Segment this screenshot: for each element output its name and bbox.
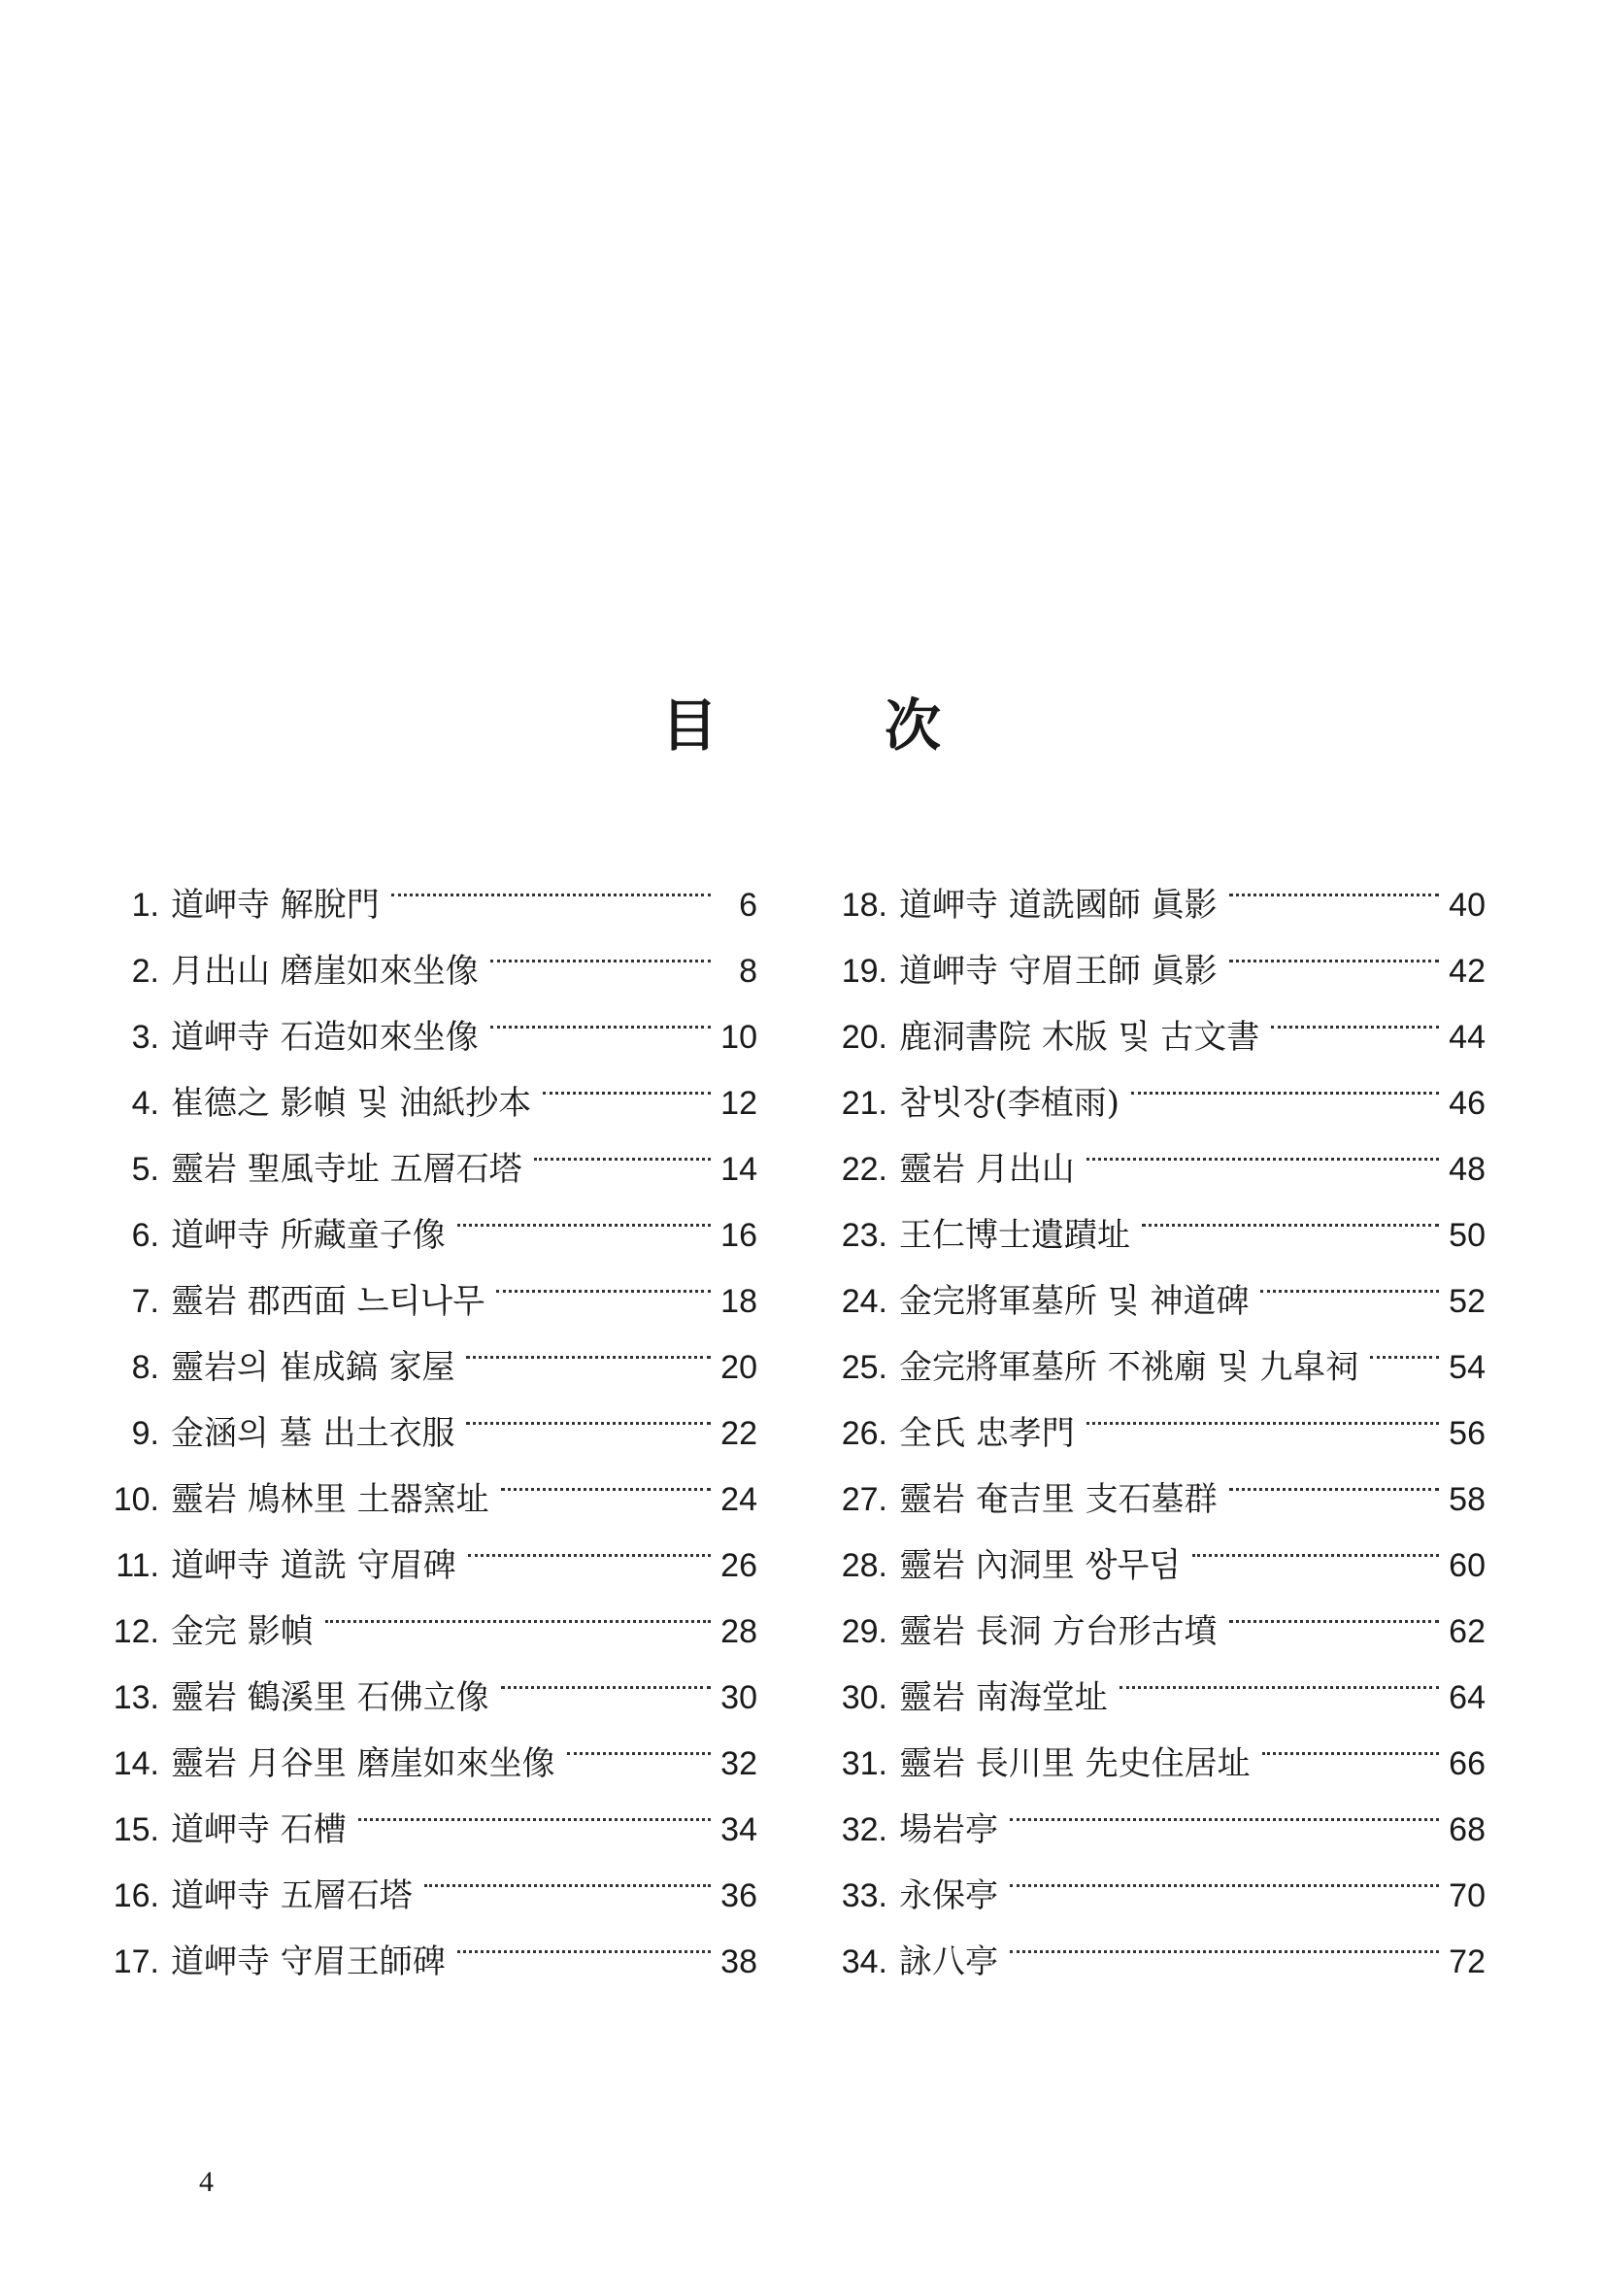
toc-entry-title: 道岬寺 守眉王師 眞影 [899, 952, 1218, 991]
toc-dot-leader [534, 1114, 715, 1180]
toc-entry-title: 詠八亭 [899, 1942, 998, 1981]
toc-entry-title: 靈岩 長川里 先史住居址 [899, 1744, 1251, 1783]
toc-entry-title: 靈岩 南海堂址 [899, 1678, 1108, 1717]
toc-entry-number: 23. [841, 1217, 887, 1254]
toc-dot-leader [1010, 1907, 1443, 1973]
toc-entry-title: 靈岩 聖風寺址 五層石塔 [171, 1150, 522, 1189]
page-number: 4 [199, 2166, 214, 2198]
toc-dot-leader [1142, 1180, 1443, 1246]
toc-dot-leader [1229, 850, 1443, 916]
toc-entry-page: 14 [720, 1151, 757, 1188]
toc-entry-page: 12 [720, 1085, 757, 1122]
toc-dot-leader [490, 916, 715, 982]
toc-entry-title: 永保亭 [899, 1876, 998, 1915]
toc-entry-number: 16. [113, 1877, 159, 1914]
toc-entry-page: 62 [1449, 1613, 1486, 1650]
toc-entry-number: 15. [113, 1811, 159, 1848]
toc-entry-number: 13. [113, 1679, 159, 1716]
toc-entry-page: 72 [1449, 1943, 1486, 1980]
toc-dot-leader [1010, 1774, 1443, 1840]
toc-dot-leader [1260, 1246, 1443, 1312]
toc-entry-number: 24. [841, 1283, 887, 1320]
toc-entry-title: 金完 影幀 [171, 1612, 314, 1651]
toc-entry [825, 850, 1486, 925]
toc-entry-title: 道岬寺 解脫門 [171, 886, 380, 925]
toc-entry-title: 靈岩 鶴溪里 石佛立像 [171, 1678, 489, 1717]
toc-entry-number: 8. [131, 1349, 159, 1386]
toc-entry-number: 3. [131, 1019, 159, 1056]
toc-dot-leader [1271, 982, 1443, 1048]
toc-entry-title: 道岬寺 守眉王師碑 [171, 1942, 446, 1981]
toc-entry-number: 2. [131, 953, 159, 990]
toc-entry-page: 36 [720, 1877, 757, 1914]
toc-entry-page: 38 [720, 1943, 757, 1980]
toc-entry-number: 28. [841, 1547, 887, 1584]
toc-entry-page: 66 [1449, 1745, 1486, 1782]
toc-entry-page: 40 [1449, 887, 1486, 924]
toc-entry-title: 全氏 忠孝門 [899, 1414, 1075, 1453]
toc-dot-leader [1262, 1708, 1443, 1774]
toc-dot-leader [457, 1180, 715, 1246]
toc-entry-title: 道岬寺 五層石塔 [171, 1876, 413, 1915]
toc-entry-number: 31. [841, 1745, 887, 1782]
toc-entry-number: 7. [131, 1283, 159, 1320]
toc-dot-leader [1192, 1510, 1443, 1576]
toc-dot-leader [490, 982, 715, 1048]
toc-entry-number: 33. [841, 1877, 887, 1914]
toc-entry-page: 70 [1449, 1877, 1486, 1914]
toc-entry-page: 34 [720, 1811, 757, 1848]
toc-entry-number: 29. [841, 1613, 887, 1650]
toc-entry-title: 靈岩 月谷里 磨崖如來坐像 [171, 1744, 555, 1783]
toc-dot-leader [1086, 1114, 1443, 1180]
toc-entry-number: 6. [131, 1217, 159, 1254]
toc-dot-leader [1086, 1378, 1443, 1444]
toc-entry-title: 場岩亭 [899, 1810, 998, 1849]
toc-entry-number: 21. [841, 1085, 887, 1122]
toc-entry-number: 1. [131, 887, 159, 924]
toc-entry-title: 王仁博士遺蹟址 [899, 1216, 1130, 1255]
toc-entry-title: 靈岩 奄吉里 支石墓群 [899, 1480, 1218, 1519]
toc-entry-number: 19. [841, 953, 887, 990]
page-title [0, 680, 1604, 761]
toc-entry-title: 靈岩 月出山 [899, 1150, 1075, 1189]
toc-dot-leader [1119, 1642, 1443, 1708]
toc-entry-number: 20. [841, 1019, 887, 1056]
toc-entry-number: 4. [131, 1085, 159, 1122]
toc-dot-leader [1131, 1048, 1443, 1114]
toc-dot-leader [501, 1642, 715, 1708]
toc-dot-leader [1229, 916, 1443, 982]
toc-entry-number: 25. [841, 1349, 887, 1386]
toc-entry-title: 道岬寺 石造如來坐像 [171, 1018, 479, 1057]
toc-entry-title: 靈岩의 崔成鎬 家屋 [171, 1348, 455, 1387]
toc-entry-title: 崔德之 影幀 및 油紙抄本 [171, 1084, 532, 1123]
toc-entry-page: 20 [720, 1349, 757, 1386]
toc-dot-leader [466, 1312, 715, 1378]
toc-entry-title: 道岬寺 石槽 [171, 1810, 347, 1849]
toc-entry-page: 54 [1449, 1349, 1486, 1386]
toc-entry-title: 月出山 磨崖如來坐像 [171, 952, 479, 991]
toc-entry-number: 32. [841, 1811, 887, 1848]
toc-entry-number: 26. [841, 1415, 887, 1452]
toc-entry-page: 42 [1449, 953, 1486, 990]
toc-entry [97, 850, 757, 925]
toc-entry-title: 靈岩 長洞 方台形古墳 [899, 1612, 1218, 1651]
toc-entry-page: 52 [1449, 1283, 1486, 1320]
toc-entry-number: 34. [841, 1943, 887, 1980]
toc-entry-page: 18 [720, 1283, 757, 1320]
toc-entry-number: 11. [116, 1547, 159, 1584]
toc-entry-title: 靈岩 鳩林里 土器窯址 [171, 1480, 489, 1519]
toc-entry-number: 22. [841, 1151, 887, 1188]
toc-entry-title: 道岬寺 道詵 守眉碑 [171, 1546, 456, 1585]
toc-dot-leader [468, 1510, 715, 1576]
toc-dot-leader [501, 1444, 715, 1510]
toc-entry-number: 17. [113, 1943, 159, 1980]
toc-entry-title: 金完將軍墓所 不祧廟 및 九皐祠 [899, 1348, 1359, 1387]
toc-entry-page: 68 [1449, 1811, 1486, 1848]
toc-entry-page: 10 [720, 1019, 757, 1056]
toc-entry-title: 鹿洞書院 木版 및 古文書 [899, 1018, 1260, 1057]
toc-entry-page: 6 [739, 887, 757, 924]
toc-entry-page: 64 [1449, 1679, 1486, 1716]
toc-entry-page: 26 [720, 1547, 757, 1584]
toc-entry-page: 48 [1449, 1151, 1486, 1188]
toc-entry-title: 靈岩 內洞里 쌍무덤 [899, 1546, 1182, 1585]
toc-dot-leader [424, 1840, 715, 1907]
toc-dot-leader [1370, 1312, 1443, 1378]
toc-entry-title: 道岬寺 道詵國師 眞影 [899, 886, 1218, 925]
toc-dot-leader [391, 850, 715, 916]
toc-dot-leader [543, 1048, 715, 1114]
toc-dot-leader [457, 1907, 715, 1973]
toc-entry-page: 46 [1449, 1085, 1486, 1122]
toc-entry-page: 60 [1449, 1547, 1486, 1584]
toc-entry-title: 참빗장(李植雨) [899, 1084, 1120, 1123]
toc-dot-leader [466, 1378, 715, 1444]
toc-dot-leader [325, 1576, 715, 1642]
toc-dot-leader [1229, 1576, 1443, 1642]
toc-entry-page: 56 [1449, 1415, 1486, 1452]
toc-right-column [825, 850, 1486, 1981]
toc-entry-page: 32 [720, 1745, 757, 1782]
toc-entry-number: 9. [131, 1415, 159, 1452]
toc-dot-leader [1010, 1840, 1443, 1907]
toc-entry-page: 8 [739, 953, 757, 990]
toc-entry-page: 28 [720, 1613, 757, 1650]
toc-entry-number: 30. [841, 1679, 887, 1716]
toc-entry-number: 18. [841, 887, 887, 924]
toc-left-column [97, 850, 757, 1981]
toc-entry-number: 14. [113, 1745, 159, 1782]
title-char-1: 目 [660, 692, 719, 759]
toc-entry-number: 5. [131, 1151, 159, 1188]
toc-entry-title: 金涵의 墓 出土衣服 [171, 1414, 455, 1453]
toc-entry-page: 22 [720, 1415, 757, 1452]
toc-entry-page: 16 [720, 1217, 757, 1254]
toc-dot-leader [567, 1708, 715, 1774]
toc-entry-number: 12. [113, 1613, 159, 1650]
toc-entry-title: 靈岩 郡西面 느티나무 [171, 1282, 485, 1321]
toc-entry-title: 金完將軍墓所 및 神道碑 [899, 1282, 1250, 1321]
toc-entry-number: 10. [113, 1481, 159, 1518]
toc-entry-page: 50 [1449, 1217, 1486, 1254]
toc-dot-leader [358, 1774, 715, 1840]
toc-entry-page: 44 [1449, 1019, 1486, 1056]
toc-dot-leader [1229, 1444, 1443, 1510]
toc-entry-page: 30 [720, 1679, 757, 1716]
toc-entry-number: 27. [841, 1481, 887, 1518]
title-char-2: 次 [885, 692, 944, 759]
toc-entry-page: 24 [720, 1481, 757, 1518]
toc-entry-title: 道岬寺 所藏童子像 [171, 1216, 446, 1255]
toc-dot-leader [496, 1246, 715, 1312]
toc-entry-page: 58 [1449, 1481, 1486, 1518]
